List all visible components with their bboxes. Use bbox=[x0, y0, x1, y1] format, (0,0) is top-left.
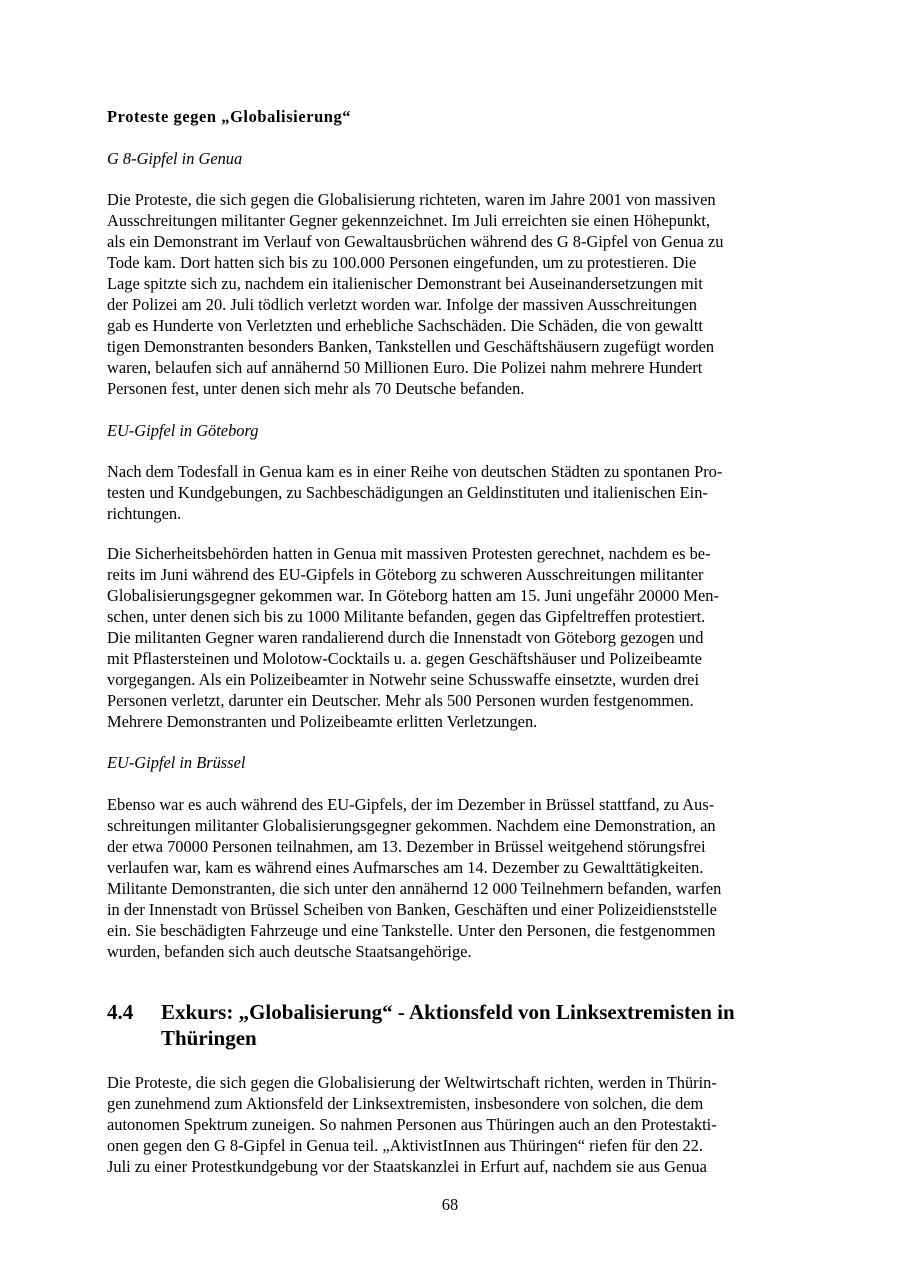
text-line: Die Proteste, die sich gegen die Globalisierung richteten, waren im Jahre 2001 von massiven bbox=[107, 190, 716, 209]
text-line: Die Sicherheitsbehörden hatten in Genua mit massiven Protesten gerechnet, nachdem es be- bbox=[107, 544, 711, 563]
text-line: gen zunehmend zum Aktionsfeld der Linksextremisten, insbesondere von solchen, die dem bbox=[107, 1094, 704, 1113]
text-line: tigen Demonstranten besonders Banken, Tankstellen und Geschäftshäusern zugefügt worden bbox=[107, 337, 715, 356]
subheading-genua: G 8-Gipfel in Genua bbox=[107, 149, 243, 168]
text-line: gab es Hunderte von Verletzten und erhebliche Sachschäden. Die Schäden, die von gewaltt bbox=[107, 316, 703, 335]
text-line: Tode kam. Dort hatten sich bis zu 100.000 Personen eingefunden, um zu protestieren. Die bbox=[107, 253, 697, 272]
text-line: Nach dem Todesfall in Genua kam es in einer Reihe von deutschen Städten zu spontanen Pro- bbox=[107, 462, 723, 481]
text-line: der Polizei am 20. Juli tödlich verletzt worden war. Infolge der massiven Ausschreitungen bbox=[107, 295, 697, 314]
text-line: Personen verletzt, darunter ein Deutscher. Mehr als 500 Personen wurden festgenommen. bbox=[107, 691, 694, 710]
subheading-goeteborg: EU-Gipfel in Göteborg bbox=[107, 421, 259, 440]
text-line: Mehrere Demonstranten und Polizeibeamte erlitten Verletzungen. bbox=[107, 712, 538, 731]
text-line: ein. Sie beschädigten Fahrzeuge und eine Tankstelle. Unter den Personen, die festgenommen bbox=[107, 921, 716, 940]
text-line: verlaufen war, kam es während eines Aufmarsches am 14. Dezember zu Gewalttätigkeiten. bbox=[107, 858, 704, 877]
text-line: wurden, befanden sich auch deutsche Staatsangehörige. bbox=[107, 942, 472, 961]
text-line: Globalisierungsgegner gekommen war. In Göteborg hatten am 15. Juni ungefähr 20000 Men- bbox=[107, 586, 719, 605]
text-line: onen gegen den G 8-Gipfel in Genua teil. „AktivistInnen aus Thüringen“ riefen für den 22. bbox=[107, 1136, 703, 1155]
text-line: Lage spitzte sich zu, nachdem ein italienischer Demonstrant bei Auseinandersetzungen mit bbox=[107, 274, 703, 293]
text-line: autonomen Spektrum zuneigen. So nahmen Personen aus Thüringen auch an den Protestakti- bbox=[107, 1115, 717, 1134]
chapter-title-line: Exkurs: „Globalisierung“ - Aktionsfeld von Linksextremisten in bbox=[161, 1000, 735, 1024]
paragraph-chapter bbox=[107, 1072, 757, 1177]
text-line: schen, unter denen sich bis zu 1000 Militante befanden, gegen das Gipfeltreffen protestiert. bbox=[107, 607, 706, 626]
page-number: 68 bbox=[441, 1195, 459, 1214]
chapter-title-line: Thüringen bbox=[161, 1026, 257, 1050]
text-line: Militante Demonstranten, die sich unter den annähernd 12 000 Teilnehmern befanden, warfen bbox=[107, 879, 722, 898]
text-line: schreitungen militanter Globalisierungsgegner gekommen. Nachdem eine Demonstration, an bbox=[107, 816, 716, 835]
chapter-number: 4.4 bbox=[107, 1000, 134, 1024]
text-line: reits im Juni während des EU-Gipfels in Göteborg zu schweren Ausschreitungen militanter bbox=[107, 565, 704, 584]
chapter-title bbox=[161, 999, 761, 1051]
text-line: Die militanten Gegner waren randalierend durch die Innenstadt von Göteborg gezogen und bbox=[107, 628, 704, 647]
paragraph-bruessel bbox=[107, 794, 757, 962]
paragraph-genua bbox=[107, 189, 757, 399]
text-line: mit Pflastersteinen und Molotow-Cocktails u. a. gegen Geschäftshäuser und Polizeibeamte bbox=[107, 649, 702, 668]
text-line: waren, belaufen sich auf annähernd 50 Millionen Euro. Die Polizei nahm mehrere Hundert bbox=[107, 358, 703, 377]
text-line: Ebenso war es auch während des EU-Gipfels, der im Dezember in Brüssel stattfand, zu Aus- bbox=[107, 795, 715, 814]
page-heading: Proteste gegen „Globalisierung“ bbox=[107, 107, 352, 126]
paragraph-goeteborg-1 bbox=[107, 461, 757, 524]
text-line: testen und Kundgebungen, zu Sachbeschädigungen an Geldinstituten und italienischen Ein- bbox=[107, 483, 708, 502]
text-line: Die Proteste, die sich gegen die Globalisierung der Weltwirtschaft richten, werden in Thürin- bbox=[107, 1073, 717, 1092]
text-line: vorgegangen. Als ein Polizeibeamter in Notwehr seine Schusswaffe einsetzte, wurden drei bbox=[107, 670, 700, 689]
text-line: Personen fest, unter denen sich mehr als 70 Deutsche befanden. bbox=[107, 379, 525, 398]
text-line: richtungen. bbox=[107, 504, 182, 523]
paragraph-goeteborg-2 bbox=[107, 543, 757, 732]
text-line: der etwa 70000 Personen teilnahmen, am 13. Dezember in Brüssel weitgehend störungsfrei bbox=[107, 837, 706, 856]
text-line: Ausschreitungen militanter Gegner gekennzeichnet. Im Juli erreichten sie einen Höhepunkt, bbox=[107, 211, 711, 230]
text-line: Juli zu einer Protestkundgebung vor der Staatskanzlei in Erfurt auf, nachdem sie aus Genua bbox=[107, 1157, 707, 1176]
text-line: in der Innenstadt von Brüssel Scheiben von Banken, Geschäften und einer Polizeidienststelle bbox=[107, 900, 717, 919]
subheading-bruessel: EU-Gipfel in Brüssel bbox=[107, 753, 246, 772]
text-line: als ein Demonstrant im Verlauf von Gewaltausbrüchen während des G 8-Gipfel von Genua zu bbox=[107, 232, 724, 251]
